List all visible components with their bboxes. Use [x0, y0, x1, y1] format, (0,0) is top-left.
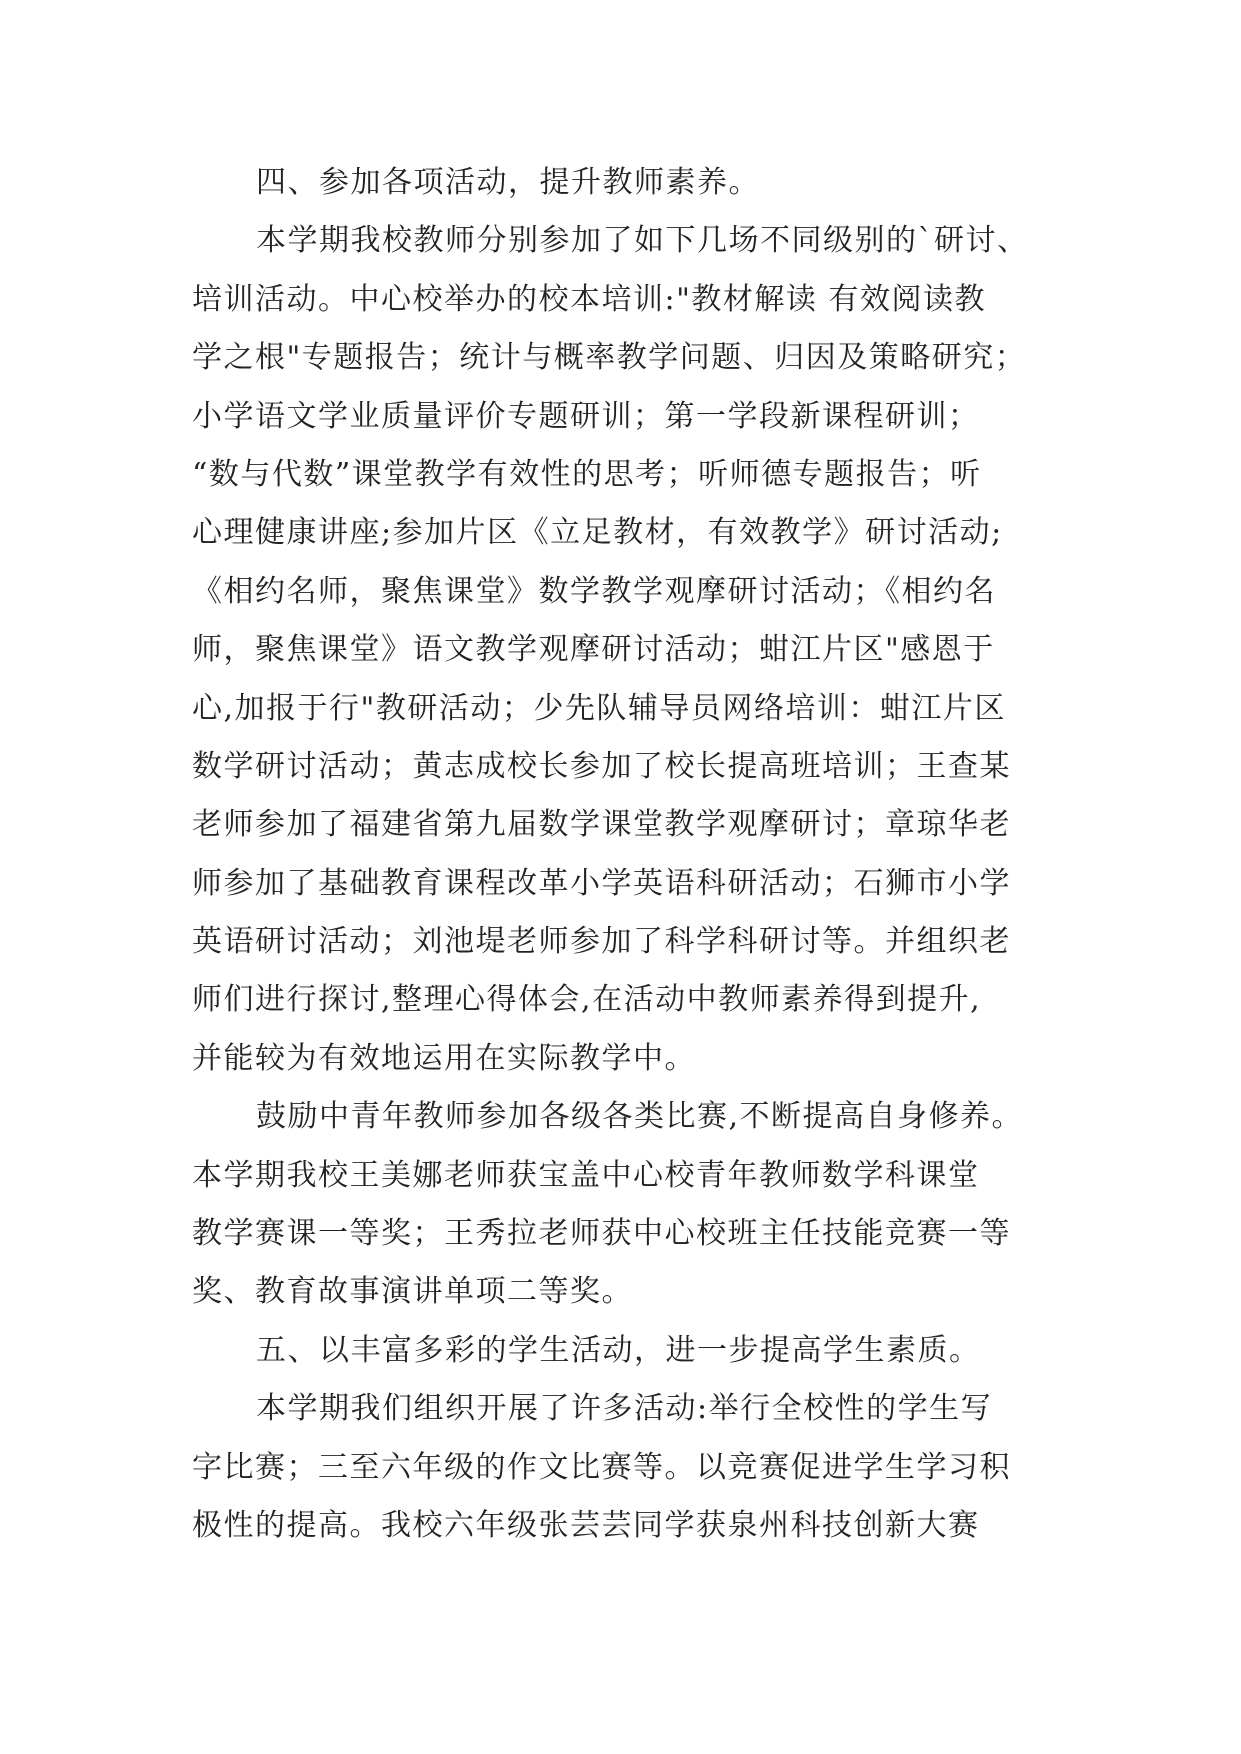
paragraph-line: 心,加报于行"教研活动；少先队辅导员网络培训：蚶江片区 [192, 690, 1006, 726]
paragraph-line: “数与代数”课堂教学有效性的思考；听师德专题报告；听 [192, 456, 982, 492]
paragraph-line: 心理健康讲座;参加片区《立足教材，有效教学》研讨活动; [192, 515, 1003, 551]
paragraph-line: 学之根"专题报告；统计与概率教学问题、归因及策略研究； [192, 340, 1027, 376]
paragraph-line: 师，聚焦课堂》语文教学观摩研讨活动；蚶江片区"感恩于 [192, 632, 995, 668]
section-heading: 四、参加各项活动，提升教师素养。 [256, 165, 760, 200]
paragraph-line: 数学研讨活动；黄志成校长参加了校长提高班培训；王查某 [192, 748, 1011, 784]
paragraph-line: 小学语文学业质量评价专题研训；第一学段新课程研训； [192, 398, 980, 434]
paragraph-line: 师参加了基础教育课程改革小学英语科研活动；石狮市小学 [192, 865, 1011, 901]
paragraph-line: 英语研讨活动；刘池堤老师参加了科学科研讨等。并组织老 [192, 924, 1011, 960]
section-heading: 五、以丰富多彩的学生活动，进一步提高学生素质。 [256, 1332, 981, 1368]
paragraph-line: 教学赛课一等奖；王秀拉老师获中心校班主任技能竞赛一等 [192, 1216, 1011, 1252]
paragraph-line: 字比赛；三至六年级的作文比赛等。以竞赛促进学生学习积 [192, 1449, 1011, 1485]
paragraph-line: 《相约名师，聚焦课堂》数学教学观摩研讨活动；《相约名 [192, 573, 996, 609]
paragraph-line: 本学期我校王美娜老师获宝盖中心校青年教师数学科课堂 [192, 1157, 980, 1193]
paragraph-line: 并能较为有效地运用在实际教学中。 [192, 1040, 696, 1076]
paragraph-line: 师们进行探讨,整理心得体会,在活动中教师素养得到提升, [192, 982, 982, 1018]
paragraph-line: 鼓励中青年教师参加各级各类比赛,不断提高自身修养。 [256, 1099, 1024, 1135]
paragraph-line: 极性的提高。我校六年级张芸芸同学获泉州科技创新大赛 [192, 1507, 980, 1543]
paragraph-line: 本学期我校教师分别参加了如下几场不同级别的`研讨、 [256, 223, 1029, 259]
paragraph-line: 奖、教育故事演讲单项二等奖。 [192, 1274, 633, 1310]
paragraph-line: 本学期我们组织开展了许多活动:举行全校性的学生写 [256, 1391, 993, 1427]
paragraph-line: 老师参加了福建省第九届数学课堂教学观摩研讨；章琼华老 [192, 807, 1011, 843]
paragraph-line: 培训活动。中心校举办的校本培训:"教材解读 有效阅读教 [192, 281, 986, 317]
document-body [192, 154, 1052, 1555]
